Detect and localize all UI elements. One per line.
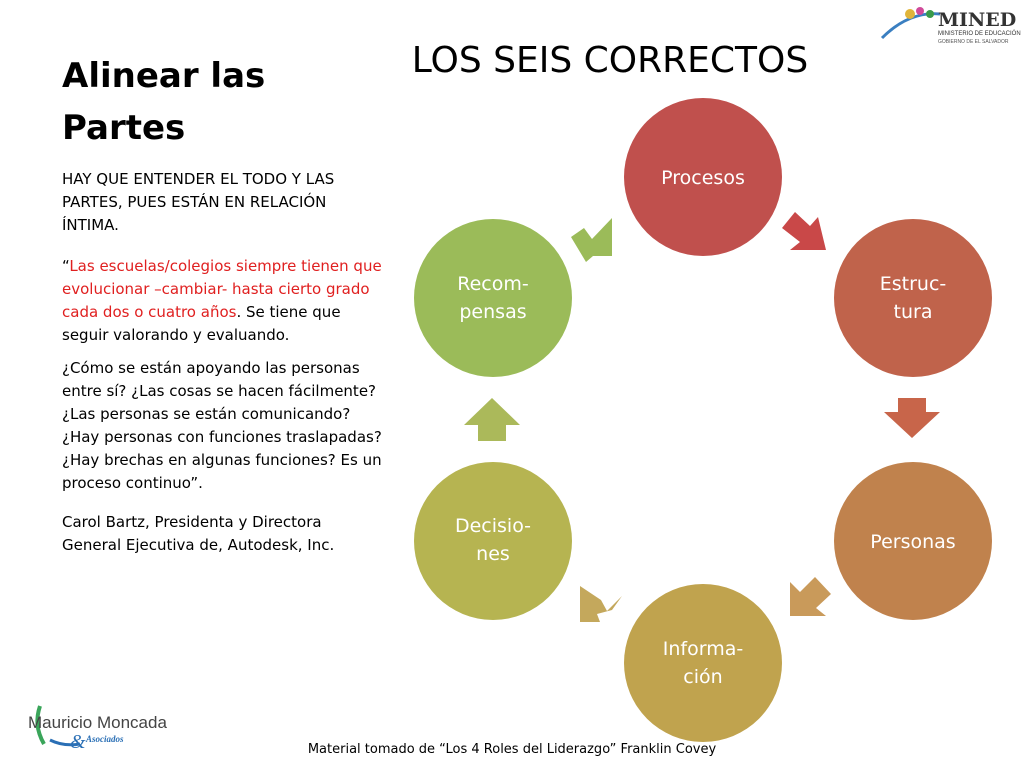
svg-text:Procesos <box>661 167 745 189</box>
footer-source: Material tomado de “Los 4 Roles del Liderazgo” Franklin Covey <box>307 742 717 757</box>
node-informacion-label-line2: ción <box>683 666 723 688</box>
node-informacion <box>624 584 782 742</box>
node-estructura-label-line1: Estruc- <box>879 273 947 295</box>
quote-highlight: Las escuelas/colegios siempre tienen que evolucionar –cambiar- hasta cierto grado cada dos o cuatro años <box>62 257 382 321</box>
node-decisiones-label-line2: nes <box>476 543 510 565</box>
attribution-paragraph: Carol Bartz, Presidenta y Directora General Ejecutiva de, Autodesk, Inc. <box>62 513 335 554</box>
quote-continuation: . Se tiene que seguir valorando y evaluando. <box>62 303 341 344</box>
arrow-personas-to-informacion <box>790 577 831 616</box>
node-recompensas <box>414 219 572 377</box>
node-recompensas-label-line2: pensas <box>459 301 527 323</box>
questions-paragraph: ¿Cómo se están apoyando las personas entre sí? ¿Las cosas se hacen fácilmente? ¿Las personas se están comunicando? ¿Hay personas con funciones traslapadas? ¿Hay brechas en algunas funciones? Es un proceso continuo”. <box>62 359 382 492</box>
intro-paragraph: HAY QUE ENTENDER EL TODO Y LAS PARTES, PUES ESTÁN EN RELACIÓN ÍNTIMA. <box>62 170 335 234</box>
node-estructura <box>834 219 992 377</box>
quote-open-mark: “ <box>62 257 70 275</box>
arrow-procesos-to-estructura <box>782 212 826 250</box>
node-personas <box>834 462 992 620</box>
arrow-estructura-to-personas <box>884 398 940 438</box>
node-recompensas-label-line1: Recom- <box>457 273 529 295</box>
mined-figure-yellow-icon <box>905 9 915 19</box>
node-procesos-label: Procesos <box>661 167 745 189</box>
mined-logo <box>880 2 1024 48</box>
node-decisiones-label-line1: Decisio- <box>454 515 532 537</box>
slide-main-title: LOS SEIS CORRECTOS <box>411 40 809 81</box>
logo-left-name: Mauricio Moncada <box>28 713 167 732</box>
svg-text:Personas <box>870 531 955 553</box>
arrow-informacion-to-decisiones <box>580 586 622 622</box>
node-decisiones <box>414 462 572 620</box>
arrow-recompensas-to-procesos <box>571 218 612 262</box>
node-estructura-label-line2: tura <box>893 301 933 323</box>
side-title-line2: Partes <box>62 108 186 148</box>
node-informacion-label-line1: Informa- <box>662 638 744 660</box>
side-title-line1: Alinear las <box>62 56 266 96</box>
node-procesos <box>624 98 782 256</box>
logo-left-sub: Asociados <box>86 734 124 744</box>
node-personas-label: Personas <box>870 531 956 553</box>
logo-left-amp: & <box>70 731 86 753</box>
mined-figure-green-icon <box>926 10 934 18</box>
mined-logo-name: MINED <box>938 9 1017 31</box>
mined-logo-sub: MINISTERIO DE EDUCACIÓN <box>938 31 1021 37</box>
arrow-decisiones-to-recompensas <box>464 398 520 441</box>
mined-logo-tag: GOBIERNO DE EL SALVADOR <box>938 39 1009 45</box>
mined-figure-pink-icon <box>916 7 924 15</box>
